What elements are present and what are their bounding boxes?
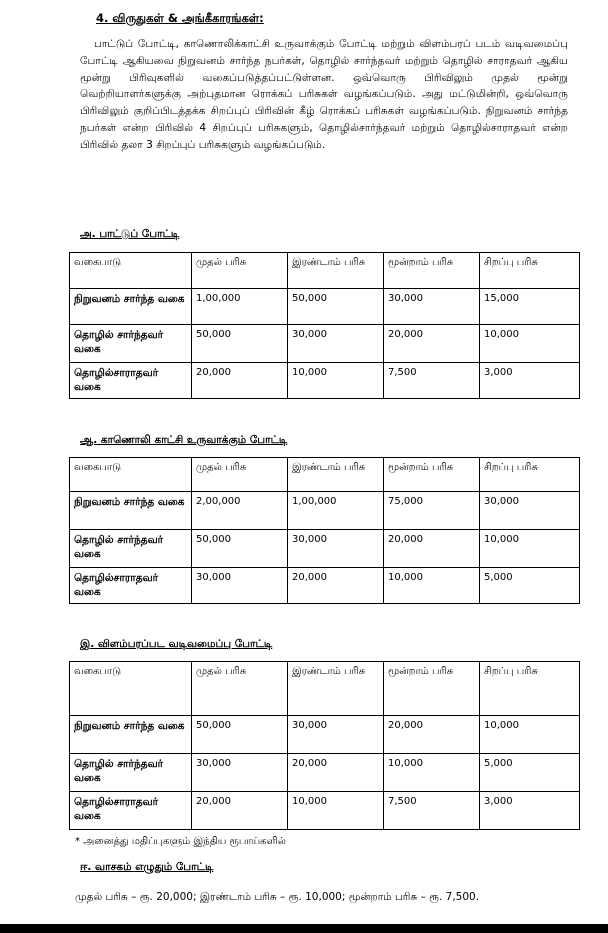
cell-value: 2,00,000 <box>192 492 288 530</box>
cell-value: 30,000 <box>480 492 580 530</box>
cell-value: 10,000 <box>384 568 480 604</box>
header-first-prize: முதல் பரிசு <box>192 253 288 289</box>
song-contest-title: அ. பாட்டுப் போட்டி <box>80 228 180 240</box>
header-special-prize: சிறப்பு பரிசு <box>480 662 580 716</box>
intro-paragraph: பாட்டுப் போட்டி, காணொலிக்காட்சி உருவாக்கும் போட்டி மற்றும் விளம்பரப் படம் வடிவமைப்பு போட்டி ஆகியவை நிறுவனம் சார்ந்த நபர்கள், தொழில் சார்ந்தவர் மற்றும் தொழில் சாராதவர் ஆகிய மூன்று பிரிவுகளில் வகைப்படுத்தப்பட்டுள்ளன. ஒவ்வொரு பிரிவிலும் முதல் மூன்று வெற்றியாளர்களுக்கு அற்புதமான ரொக்கப் பரிசுகள் வழங்கப்படும். அது மட்டுமின்றி, ஒவ்வொரு பிரிவிலும் குறிப்பிடத்தக்க சிறப்புப் பிரிவின் கீழ் ரொக்கப் பரிசுகள் வழங்கப்படும். நிறுவனம் சார்ந்த நபர்கள் என்ற பிரிவில் 4 சிறப்புப் பரிசுகளும், தொழில்சார்ந்தவர் மற்றும் தொழில்சாராதவர் என்ற பிரிவில் தலா 3 சிறப்புப் பரிசுகளும் வழங்கப்படும். <box>80 38 568 151</box>
row-category: நிறுவனம் சார்ந்த வகை <box>70 492 192 530</box>
row-category: தொழில்சாராதவர் வகை <box>70 568 192 604</box>
poster-contest-title: இ. விளம்பரப்பட வடிவமைப்பு போட்டி <box>80 638 273 650</box>
cell-value: 20,000 <box>288 754 384 792</box>
cell-value: 10,000 <box>480 325 580 363</box>
essay-contest-title: ஈ. வாசகம் எழுதும் போட்டி <box>80 861 214 873</box>
table-header-row <box>70 458 580 492</box>
table-row <box>70 568 580 604</box>
cell-value: 30,000 <box>288 716 384 754</box>
video-contest-title: ஆ. காணொலி காட்சி உருவாக்கும் போட்டி <box>80 434 288 446</box>
header-third-prize: மூன்றாம் பரிசு <box>384 458 480 492</box>
cell-value: 50,000 <box>192 530 288 568</box>
row-category: நிறுவனம் சார்ந்த வகை <box>70 716 192 754</box>
cell-value: 30,000 <box>192 568 288 604</box>
header-third-prize: மூன்றாம் பரிசு <box>384 253 480 289</box>
header-second-prize: இரண்டாம் பரிசு <box>288 253 384 289</box>
header-special-prize: சிறப்பு பரிசு <box>480 458 580 492</box>
table-row <box>70 289 580 325</box>
cell-value: 50,000 <box>192 325 288 363</box>
cell-value: 30,000 <box>192 754 288 792</box>
cell-value: 20,000 <box>384 716 480 754</box>
cell-value: 3,000 <box>480 792 580 830</box>
cell-value: 30,000 <box>384 289 480 325</box>
cell-value: 20,000 <box>288 568 384 604</box>
video-contest-table <box>69 457 580 604</box>
cell-value: 7,500 <box>384 792 480 830</box>
cell-value: 10,000 <box>480 716 580 754</box>
cell-value: 10,000 <box>288 363 384 399</box>
cell-value: 10,000 <box>480 530 580 568</box>
cell-value: 20,000 <box>384 325 480 363</box>
cell-value: 3,000 <box>480 363 580 399</box>
header-third-prize: மூன்றாம் பரிசு <box>384 662 480 716</box>
cell-value: 1,00,000 <box>288 492 384 530</box>
cell-value: 20,000 <box>192 792 288 830</box>
section-heading: 4. விருதுகள் & அங்கீகாரங்கள்: <box>96 11 264 25</box>
header-second-prize: இரண்டாம் பரிசு <box>288 662 384 716</box>
cell-value: 5,000 <box>480 568 580 604</box>
table-header-row <box>70 253 580 289</box>
table-row <box>70 792 580 830</box>
header-first-prize: முதல் பரிசு <box>192 458 288 492</box>
cell-value: 20,000 <box>384 530 480 568</box>
cell-value: 50,000 <box>192 716 288 754</box>
cell-value: 10,000 <box>384 754 480 792</box>
song-contest-table <box>69 252 580 399</box>
row-category: தொழில் சார்ந்தவர் வகை <box>70 530 192 568</box>
cell-value: 1,00,000 <box>192 289 288 325</box>
table-row <box>70 530 580 568</box>
cell-value: 75,000 <box>384 492 480 530</box>
row-category: தொழில்சாராதவர் வகை <box>70 363 192 399</box>
header-category: வகைபாடு <box>70 662 192 716</box>
cell-value: 5,000 <box>480 754 580 792</box>
table-row <box>70 492 580 530</box>
header-first-prize: முதல் பரிசு <box>192 662 288 716</box>
cell-value: 7,500 <box>384 363 480 399</box>
table-row <box>70 716 580 754</box>
table-row <box>70 363 580 399</box>
header-category: வகைபாடு <box>70 458 192 492</box>
row-category: தொழில்சாராதவர் வகை <box>70 792 192 830</box>
table-row <box>70 754 580 792</box>
essay-prizes-text: முதல் பரிசு – ரூ. 20,000; இரண்டாம் பரிசு – ரூ. 10,000; மூன்றாம் பரிசு – ரூ. 7,500. <box>75 891 480 903</box>
table-row <box>70 325 580 363</box>
row-category: நிறுவனம் சார்ந்த வகை <box>70 289 192 325</box>
header-second-prize: இரண்டாம் பரிசு <box>288 458 384 492</box>
header-category: வகைபாடு <box>70 253 192 289</box>
cell-value: 30,000 <box>288 325 384 363</box>
cell-value: 50,000 <box>288 289 384 325</box>
row-category: தொழில் சார்ந்தவர் வகை <box>70 754 192 792</box>
cell-value: 15,000 <box>480 289 580 325</box>
cell-value: 10,000 <box>288 792 384 830</box>
bottom-edge-bar <box>0 924 608 933</box>
poster-contest-table <box>69 661 580 830</box>
header-special-prize: சிறப்பு பரிசு <box>480 253 580 289</box>
row-category: தொழில் சார்ந்தவர் வகை <box>70 325 192 363</box>
table-header-row <box>70 662 580 716</box>
currency-footnote: * அனைத்து மதிப்புகளும் இந்திய ரூபாய்களில் <box>75 836 286 847</box>
cell-value: 20,000 <box>192 363 288 399</box>
cell-value: 30,000 <box>288 530 384 568</box>
